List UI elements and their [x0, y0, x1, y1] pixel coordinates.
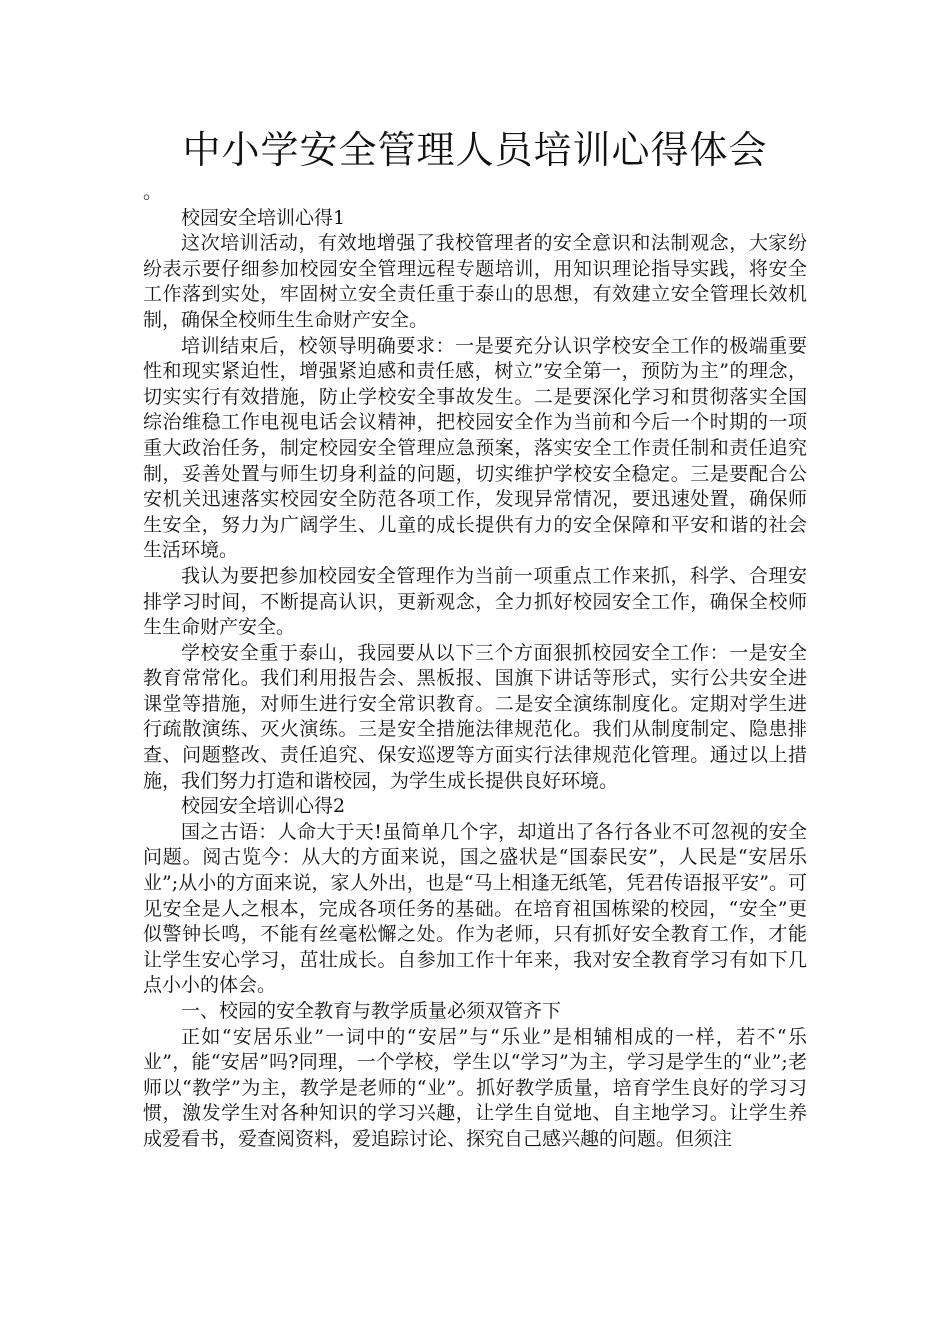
document-body	[143, 180, 807, 1153]
paragraph: 正如“安居乐业”一词中的“安居”与“乐业”是相辅相成的一样，若不“乐业”，能“安居”吗?同理，一个学校，学生以“学习”为主，学习是学生的“业”;老师以“教学”为主，教学是老师的“业”。抓好教学质量，培育学生良好的学习习惯，激发学生对各种知识的学习兴趣，让学生自觉地、自主地学习。让学生养成爱看书，爱查阅资料，爱追踪讨论、探究自己感兴趣的问题。但须注	[143, 1025, 807, 1150]
paragraph: 学校安全重于泰山，我园要从以下三个方面狠抓校园安全工作：一是安全教育常常化。我们利用报告会、黑板报、国旗下讲话等形式，实行公共安全进课堂等措施，对师生进行安全常识教育。二是安全演练制度化。定期对学生进行疏散演练、灭火演练。三是安全措施法律规范化。我们从制度制定、隐患排查、问题整改、责任追究、保安巡逻等方面实行法律规范化管理。通过以上措施，我们努力打造和谐校园，为学生成长提供良好环境。	[143, 641, 807, 792]
paragraph: 培训结束后，校领导明确要求：一是要充分认识学校安全工作的极端重要性和现实紧迫性，增强紧迫感和责任感，树立”安全第一，预防为主”的理念，切实实行有效措施，防止学校安全事故发生。二是要深化学习和贯彻落实全国综治维稳工作电视电话会议精神，把校园安全作为当前和今后一个时期的一项重大政治任务，制定校园安全管理应急预案，落实安全工作责任制和责任追究制，妥善处置与师生切身利益的问题，切实维护学校安全稳定。三是要配合公安机关迅速落实校园安全防范各项工作，发现异常情况，要迅速处置，确保师生安全，努力为广阔学生、儿童的成长提供有力的安全保障和平安和谐的社会生活环境。	[143, 334, 807, 562]
paragraph: 。	[143, 181, 163, 203]
section-heading: 校园安全培训心得1	[181, 206, 346, 229]
paragraph: 我认为要把参加校园安全管理作为当前一项重点工作来抓，科学、合理安排学习时间，不断提高认识，更新观念，全力抓好校园安全工作，确保全校师生生命财产安全。	[143, 564, 807, 639]
section-heading: 校园安全培训心得2	[181, 795, 346, 818]
paragraph: 国之古语：人命大于天!虽简单几个字，却道出了各行各业不可忽视的安全问题。阅古览今：从大的方面来说，国之盛状是“国泰民安”，人民是“安居乐业”;从小的方面来说，家人外出，也是“马上相逢无纸笔，凭君传语报平安”。可见安全是人之根本，完成各项任务的基础。在培育祖国栋梁的校园，“安全”更似警钟长鸣，不能有丝毫松懈之处。作为老师，只有抓好安全教育工作，才能让学生安心学习，茁壮成长。自参加工作十年来，我对安全教育学习有如下几点小小的体会。	[143, 820, 807, 997]
paragraph: 这次培训活动，有效地增强了我校管理者的安全意识和法制观念，大家纷纷表示要仔细参加校园安全管理远程专题培训，用知识理论指导实践，将安全工作落到实处，牢固树立安全责任重于泰山的思想，有效建立安全管理长效机制，确保全校师生生命财产安全。	[143, 232, 807, 331]
page-title: 中小学安全管理人员培训心得体会	[182, 128, 768, 172]
subsection-heading: 一、校园的安全教育与教学质量必须双管齐下	[181, 1000, 562, 1022]
